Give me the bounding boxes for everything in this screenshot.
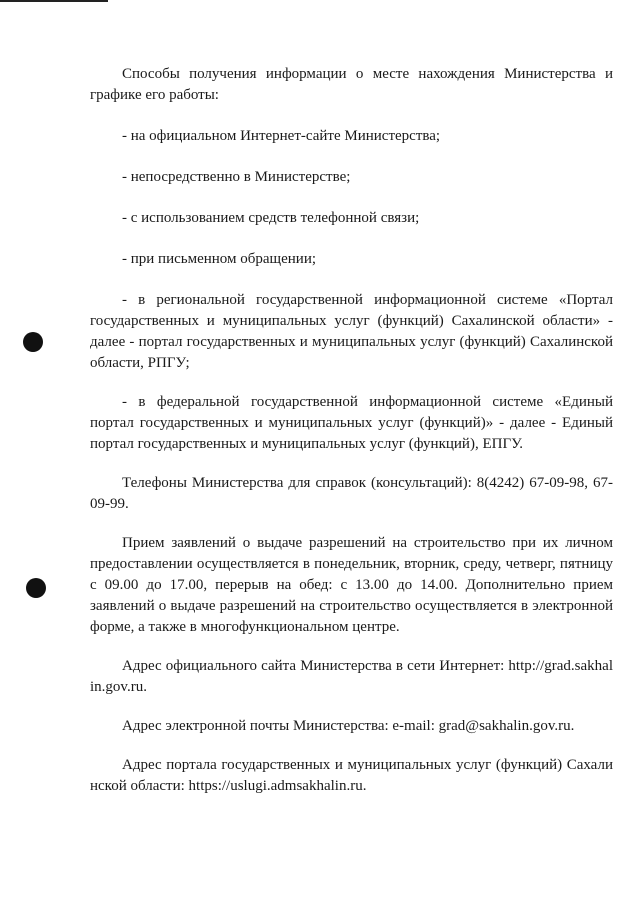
paragraph-email: Адрес электронной почты Министерства: e-mail: grad@sakhalin.gov.ru.	[122, 718, 575, 734]
punch-hole	[26, 578, 46, 598]
paragraph-portal-address: Адрес портала государственных и муниципальных услуг (функций) Сахалинской области: https://uslugi.admsakhalin.ru.	[90, 757, 613, 794]
paragraph-info-methods: Способы получения информации о месте нахождения Министерства и графике его работы:	[90, 66, 613, 103]
list-item-website: - на официальном Интернет-сайте Министерства;	[122, 128, 441, 144]
paragraph-reception-hours: Прием заявлений о выдаче разрешений на строительство при их личном предоставлении осуществляется в понедельник, вторник, среду, четверг, пятницу с 09.00 до 17.00, перерыв на обед: с 13.00 до 14.00. Дополнительно прием заявлений о выдаче разрешений на строительство осуществляется в электронной форме, а также в многофункциональном центре.	[90, 535, 613, 635]
list-item-written: - при письменном обращении;	[122, 251, 317, 267]
paragraph-phones: Телефоны Министерства для справок (консультаций): 8(4242) 67-09-98, 67-09-99.	[90, 475, 613, 512]
document-body	[90, 64, 613, 813]
top-rule	[0, 0, 108, 2]
punch-hole	[23, 332, 43, 352]
list-item-in-person: - непосредственно в Министерстве;	[122, 169, 351, 185]
list-item-phone: - с использованием средств телефонной связи;	[122, 210, 420, 226]
list-item-rpgu: - в региональной государственной информационной системе «Портал государственных и муниципальных услуг (функций) Сахалинской области» - далее - портал государственных и муниципальных услуг (функций) Сахалинской области, РПГУ;	[90, 292, 613, 371]
paragraph-website-address: Адрес официального сайта Министерства в сети Интернет: http://grad.sakhalin.gov.ru.	[90, 658, 613, 695]
list-item-epgu: - в федеральной государственной информационной системе «Единый портал государственных и муниципальных услуг (функций)» - далее - Единый портал государственных и муниципальных услуг (функций), ЕПГУ.	[90, 394, 613, 452]
